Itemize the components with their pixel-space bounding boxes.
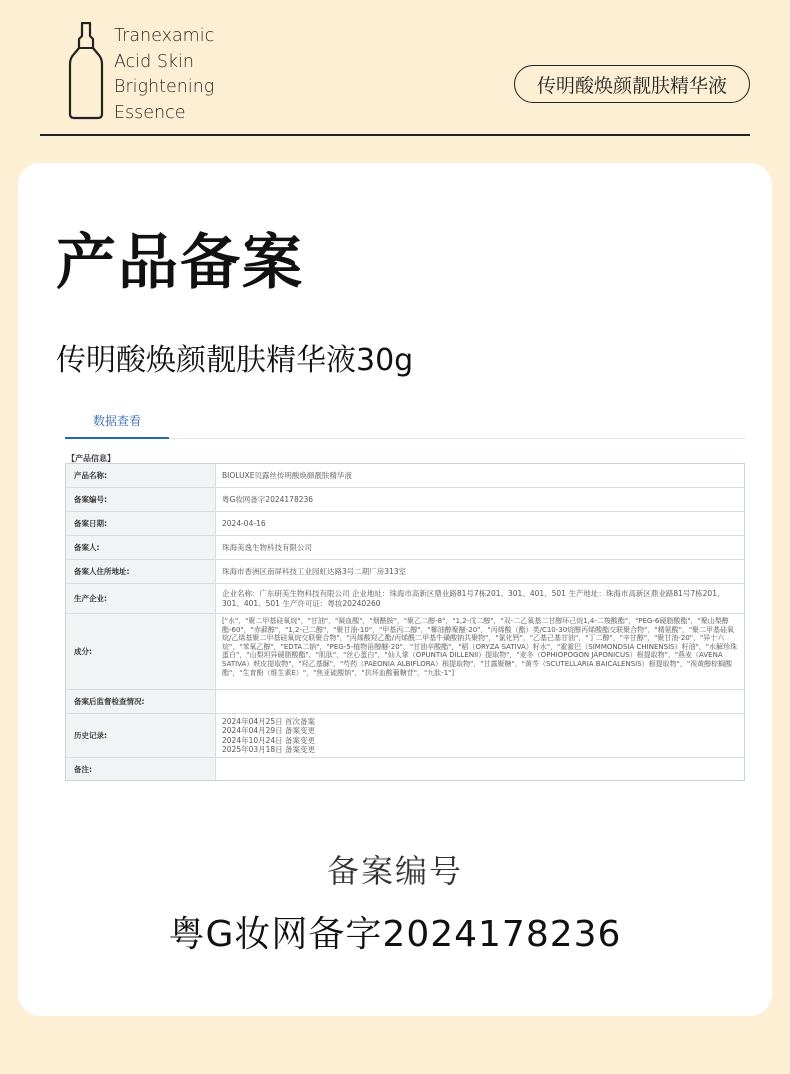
row-label: 备案人: (66, 536, 216, 559)
row-value: 珠海市香洲区南屏科技工业园虹达路3号二期厂房313室 (222, 566, 407, 576)
row-value: 企业名称：广东研美生物科技有限公司 企业地址：珠海市高新区鼎业路81号7栋201、301、401、501 生产地址：珠海市高新区鼎业路81号7栋201、301、401、501 生产许可证：粤妆20240260 (222, 589, 725, 608)
row-value (216, 690, 744, 713)
product-name-pill: 传明酸焕颜靓肤精华液 (514, 65, 750, 103)
ingredients-value: ["水"，"聚二甲基硅氧烷"，"甘油"，"凝血酸"，"烟酰胺"，"聚乙二醇-8"，"1,2-戊二醇"，"双-二乙氧基二甘醇环己烷1,4-二羧酸酯"，"PEG-6硬脂酸酯"，"聚山梨醇酯-60"，"赤藓醇"，"1,2-己二醇"，"聚甘油-10"，"甲基丙二醇"，"椰油醇聚醚-20"，"丙烯酸（酯）类/C10-30烷醇丙烯酸酯交联聚合物"，"精氨酸"，"聚二甲基硅氧烷/乙烯基聚二甲基硅氧烷交联聚合物"，"丙烯酸羟乙酯/丙烯酰二甲基牛磺酸钠共聚物"，"氯化钙"，"乙基己基甘油"，"丁二醇"，"辛甘醇"，"聚甘油-20"，"异十六烷"，"苯氧乙醇"，"EDTA二钠"，"PEG-5-植物甾醇醚-20"，"甘油辛酸酯"，"稻（ORYZA SATIVA）籽水"，"霍霍巴（SIMMONDSIA CHINENSIS）籽油"，"水解珍珠蛋白"，"山梨坦异硬脂酸酯"，"肌肽"，"丝心蛋白"，"仙人掌（OPUNTIA DILLENII）提取物"，"麦冬（OPHIOPOGON JAPONICUS）根提取物"，"燕麦（AVENA SATIVA）麸皮提取物"，"羟乙基脲"，"芍药（PAEONIA ALBIFLORA）根提取物"，"甘露聚糖"，"黄芩（SCUTELLARIA BAICALENSIS）根提取物"，"视黄醇棕榈酸酯"，"生育酚（维生素E）"，"焦亚硫酸钠"，"抗坏血酸葡糖苷"，"九肽-1"] (222, 617, 738, 677)
dropper-bottle-icon (66, 22, 106, 120)
row-label: 生产企业: (66, 584, 216, 613)
table-row (66, 584, 744, 614)
product-subtitle: 传明酸焕颜靓肤精华液30g (56, 343, 414, 378)
table-row (66, 464, 744, 488)
row-label: 备案编号: (66, 488, 216, 511)
logo-line: Tranexamic (114, 26, 215, 46)
logo-line: Brightening (114, 77, 215, 97)
row-value: BIOLUXE贝露丝传明酸焕颜靓肤精华液 (222, 470, 352, 480)
row-value: 粤G妆网备字2024178236 (222, 494, 314, 504)
row-label: 产品名称: (66, 464, 216, 487)
brand-logo-text (114, 24, 214, 126)
brand-header (0, 0, 790, 140)
page-title: 产品备案 (56, 228, 304, 298)
history-list (216, 714, 744, 757)
row-label: 成分: (66, 614, 216, 689)
row-label: 备案人住所地址: (66, 560, 216, 583)
table-row (66, 488, 744, 512)
history-item: 2025年03月18日 备案变更 (222, 745, 316, 754)
row-value: 珠海美逸生物科技有限公司 (222, 542, 312, 552)
tab-data-view[interactable]: 数据查看 (65, 403, 169, 439)
header-divider (40, 134, 750, 136)
filing-card (18, 163, 772, 1016)
registry-screenshot (55, 403, 745, 793)
logo-line: Acid Skin (114, 51, 195, 72)
row-value (216, 758, 744, 780)
history-item: 2024年04月29日 备案变更 (222, 726, 316, 735)
tab-bar (65, 403, 745, 439)
row-label: 备案后监督检查情况: (66, 690, 216, 713)
table-row (66, 714, 744, 758)
row-label: 备案日期: (66, 512, 216, 535)
history-item: 2024年04月25日 首次备案 (222, 716, 316, 726)
table-row (66, 560, 744, 584)
filing-number-value: 粤G妆网备字2024178236 (168, 914, 622, 955)
product-info-table (65, 463, 745, 781)
history-item: 2024年10月24日 备案变更 (222, 735, 316, 745)
filing-number-label: 备案编号 (326, 852, 463, 890)
row-label: 历史记录: (66, 714, 216, 757)
table-row (66, 512, 744, 536)
logo-line: Essence (114, 102, 186, 123)
table-row (66, 614, 744, 690)
row-label: 备注: (66, 758, 216, 780)
row-value: 2024-04-16 (222, 518, 266, 528)
table-row (66, 758, 744, 780)
table-row (66, 690, 744, 714)
section-label: 【产品信息】 (67, 454, 115, 463)
table-row (66, 536, 744, 560)
